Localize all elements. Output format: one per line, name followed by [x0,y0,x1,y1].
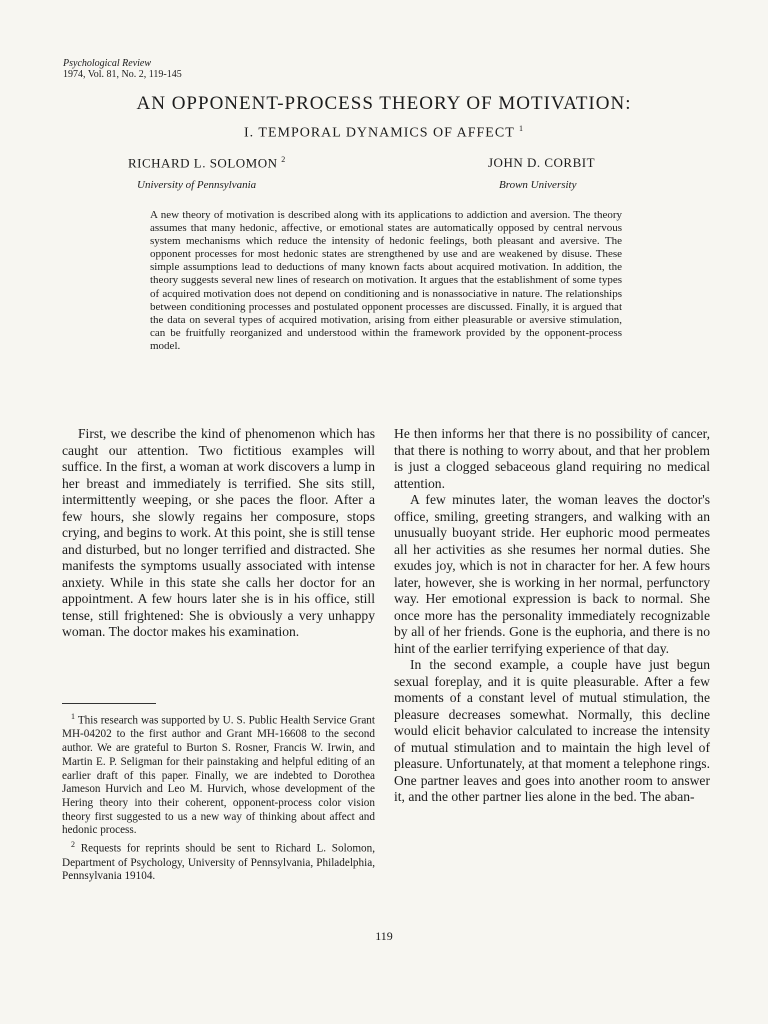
journal-name: Psychological Review [63,58,152,69]
body-right-column [394,426,710,806]
body-paragraph: A few minutes later, the woman leaves the doctor's office, smiling, greeting strangers, and walking with an unusually buoyant stride. Her euphoric mood permeates all her activities as she resumes her normal duties. She exudes joy, which is not in character for her. A few hours later, however, she is working in her normal, perfunctory way. Her emotional expression is back to normal. She once more has the personality immediately recognizable by all of her friends. Gone is the euphoria, and there is no hint of the earlier terrifying experience of that day. [394,492,710,656]
author-1-footnote-mark: 2 [281,155,286,164]
footnote-1 [62,710,375,838]
article-subtitle-text: I. TEMPORAL DYNAMICS OF AFFECT [243,125,515,141]
body-paragraph: In the second example, a couple have just begun sexual foreplay, and it is quite pleasurable. After a few moments of a constant level of mutual stimulation, the pleasure decreases somewhat. Normally, this decline would elicit behavior calculated to increase the intensity of mutual stimulation and to maintain the high level of pleasure. Unfortunately, at that moment a telephone rings. One partner leaves and goes into another room to answer it, and the other partner lies alone in the bed. The aban- [394,657,710,804]
author-2-name: JOHN D. CORBIT [488,155,596,170]
page-number: 119 [375,929,393,943]
footnote-2-text: Requests for reprints should be sent to Richard L. Solomon, Department of Psychology, University of Pennsylvania, Philadelphia, Pennsylvania 19104. [62,842,376,883]
subtitle-footnote-mark: 1 [519,124,524,133]
footnote-2 [62,838,375,884]
article-title: AN OPPONENT-PROCESS THEORY OF MOTIVATION: [136,93,632,114]
body-paragraph: He then informs her that there is no possibility of cancer, that there is nothing to worry about, and that her problem is just a clogged sebaceous gland requiring no medical attention. [394,426,710,491]
footnote-1-text: This research was supported by U. S. Public Health Service Grant MH-04202 to the first author and Grant MH-16608 to the second author. We are grateful to Burton S. Rosner, Francis W. Irwin, and Martin E. P. Seligman for their painstaking and helpful editing of an earlier draft of this paper. Finally, we are indebted to Dorothea Jameson Hurvich and Leo M. Hurvich, whose development of the Hering theory into their coherent, opponent-process color vision theory first suggested to us a new way of thinking about affect and hedonic process. [62,714,375,837]
author-1-affiliation: University of Pennsylvania [137,179,257,191]
author-2-affiliation: Brown University [499,179,577,191]
journal-volume-info: 1974, Vol. 81, No. 2, 119-145 [63,69,182,80]
body-left-column [62,426,375,641]
author-1-name-text: RICHARD L. SOLOMON [128,155,278,171]
footnote-rule [62,703,156,704]
author-1-name [128,155,286,171]
abstract: A new theory of motivation is described along with its applications to addiction and aversion. The theory assumes that many hedonic, affective, or emotional states are automatically opposed by central nervous system mechanisms which reduce the intensity of hedonic feelings, both pleasant and aversive. The opponent processes for most hedonic states are strengthened by use and are weakened by disuse. These simple assumptions lead to deductions of many known facts about acquired motivation. In addition, the theory suggests several new lines of research on motivation. It argues that the establishment of some types of acquired motivation does not depend on conditioning and is nonassociative in nature. The relationships between conditioning processes and postulated opponent processes are discussed. Finally, it is argued that the data on several types of acquired motivation, arising from either pleasurable or aversive stimulation, can be fruitfully reorganized and understood within the framework provided by the opponent-process model. [150,209,622,352]
footnotes [62,710,375,884]
journal-header [63,58,182,80]
article-subtitle [0,124,768,142]
body-paragraph: First, we describe the kind of phenomenon which has caught our attention. Two fictitious examples will suffice. In the first, a woman at work discovers a lump in her breast and immediately is terrified. She sits still, intermittently weeping, or she paces the floor. After a few hours, she slowly regains her composure, stops crying, and begins to work. At this point, she is still tense and disturbed, but no longer terrified and distracted. She manifests the symptoms usually associated with intense anxiety. While in this state she calls her doctor for an appointment. A few hours later she is in his office, still tense, still frightened: She is obviously a very unhappy woman. The doctor makes his examination. [62,426,375,639]
footnote-1-mark: 1 [71,712,75,721]
footnote-2-mark: 2 [71,840,75,850]
